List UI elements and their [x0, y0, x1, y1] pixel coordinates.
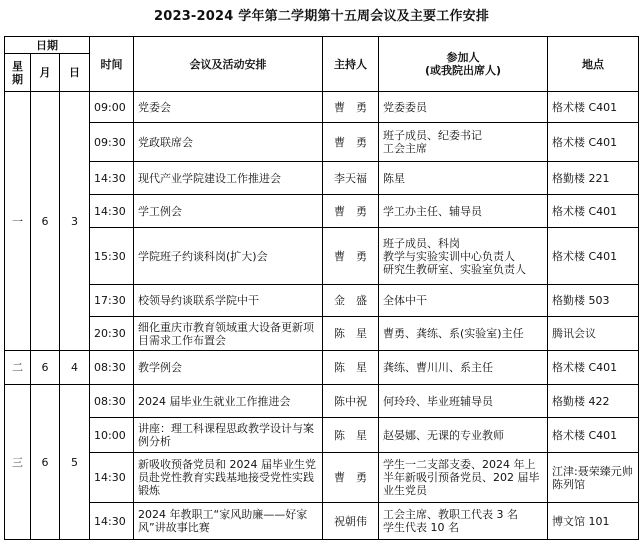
- attendees-cell: 龚练、曹川川、系主任: [379, 351, 548, 385]
- location-cell: 格术楼 C401: [548, 418, 639, 453]
- month-header: 月: [31, 54, 60, 92]
- table-row: [5, 162, 639, 195]
- location-cell: 格术楼 C401: [548, 92, 639, 123]
- location-cell: 格勤楼 422: [548, 385, 639, 418]
- day-cell: 3: [60, 92, 90, 351]
- day-cell: 4: [60, 351, 90, 385]
- meeting-cell: 学工例会: [134, 195, 323, 228]
- table-row: [5, 195, 639, 228]
- host-cell: 祝朝伟: [323, 503, 379, 540]
- meeting-cell: 讲座：理工科课程思政教学设计与案例分析: [134, 418, 323, 453]
- date-header: 日期: [5, 37, 90, 54]
- month-cell: 6: [31, 92, 60, 351]
- attendees-header: [379, 37, 548, 92]
- host-cell: 曹 勇: [323, 123, 379, 162]
- time-cell: 08:30: [90, 385, 134, 418]
- host-cell: 金 盛: [323, 285, 379, 317]
- time-cell: 09:00: [90, 92, 134, 123]
- month-cell: 6: [31, 385, 60, 540]
- day-cell: 5: [60, 385, 90, 540]
- attendees-cell: 党委委员: [379, 92, 548, 123]
- location-cell: 腾讯会议: [548, 317, 639, 351]
- page-title: 2023-2024 学年第二学期第十五周会议及主要工作安排: [153, 9, 490, 24]
- meeting-cell: 校领导约谈联系学院中干: [134, 285, 323, 317]
- weekday-cell: 二: [5, 351, 31, 385]
- day-header: 日: [60, 54, 90, 92]
- attendees-header-line1: 参加人: [446, 51, 480, 64]
- table-row: [5, 385, 639, 418]
- meeting-cell: 教学例会: [134, 351, 323, 385]
- location-cell: 格术楼 C401: [548, 195, 639, 228]
- host-cell: 陈中祝: [323, 385, 379, 418]
- host-cell: 陈 星: [323, 418, 379, 453]
- location-header: 地点: [548, 37, 639, 92]
- meeting-cell: 新吸收预备党员和 2024 届毕业生党员赴党性教育实践基地接受党性实践锻炼: [134, 453, 323, 503]
- attendees-cell: 班子成员、科岗 教学与实验实训中心负责人 研究生教研室、实验室负责人: [379, 228, 548, 285]
- table-row: [5, 351, 639, 385]
- time-header: 时间: [90, 37, 134, 92]
- meeting-cell: 现代产业学院建设工作推进会: [134, 162, 323, 195]
- time-cell: 08:30: [90, 351, 134, 385]
- time-cell: 20:30: [90, 317, 134, 351]
- location-cell: 格术楼 C401: [548, 228, 639, 285]
- host-cell: 曹 勇: [323, 228, 379, 285]
- time-cell: 10:00: [90, 418, 134, 453]
- table-row: [5, 228, 639, 285]
- host-header: 主持人: [323, 37, 379, 92]
- meeting-cell: 2024 届毕业生就业工作推进会: [134, 385, 323, 418]
- location-cell: 江津:聂荣臻元帅陈列馆: [548, 453, 639, 503]
- table-row: [5, 418, 639, 453]
- attendees-cell: 学工办主任、辅导员: [379, 195, 548, 228]
- host-cell: 陈 星: [323, 317, 379, 351]
- attendees-cell: 赵晏娜、无课的专业教师: [379, 418, 548, 453]
- attendees-cell: 陈星: [379, 162, 548, 195]
- location-cell: 博文馆 101: [548, 503, 639, 540]
- time-cell: 17:30: [90, 285, 134, 317]
- meeting-cell: 2024 年教职工“家风助廉——好家风”讲故事比赛: [134, 503, 323, 540]
- attendees-cell: 全体中干: [379, 285, 548, 317]
- location-cell: 格术楼 C401: [548, 123, 639, 162]
- host-cell: 曹 勇: [323, 453, 379, 503]
- time-cell: 14:30: [90, 453, 134, 503]
- time-cell: 14:30: [90, 195, 134, 228]
- schedule-body: [5, 92, 639, 540]
- table-row: [5, 92, 639, 123]
- location-cell: 格术楼 C401: [548, 351, 639, 385]
- host-cell: 陈 星: [323, 351, 379, 385]
- meeting-cell: 党政联席会: [134, 123, 323, 162]
- attendees-cell: 曹勇、龚练、系(实验室)主任: [379, 317, 548, 351]
- table-row: [5, 285, 639, 317]
- meeting-cell: 党委会: [134, 92, 323, 123]
- meeting-header: 会议及活动安排: [134, 37, 323, 92]
- weekday-cell: 一: [5, 92, 31, 351]
- meeting-cell: 学院班子约谈科岗(扩大)会: [134, 228, 323, 285]
- host-cell: 曹 勇: [323, 92, 379, 123]
- table-row: [5, 453, 639, 503]
- location-cell: 格勤楼 221: [548, 162, 639, 195]
- attendees-cell: 何玲玲、毕业班辅导员: [379, 385, 548, 418]
- host-cell: 李天福: [323, 162, 379, 195]
- attendees-cell: 班子成员、纪委书记 工会主席: [379, 123, 548, 162]
- meeting-cell: 细化重庆市教育领域重大设备更新项目需求工作布置会: [134, 317, 323, 351]
- attendees-cell: 学生一二支部支委、2024 年上半年新吸引预备党员、202 届毕业生党员: [379, 453, 548, 503]
- month-cell: 6: [31, 351, 60, 385]
- time-cell: 14:30: [90, 503, 134, 540]
- time-cell: 14:30: [90, 162, 134, 195]
- attendees-header-line2: (或我院出席人): [424, 64, 502, 77]
- time-cell: 09:30: [90, 123, 134, 162]
- table-row: [5, 503, 639, 540]
- weekday-cell: 三: [5, 385, 31, 540]
- weekday-header: 星 期: [5, 54, 31, 92]
- attendees-cell: 工会主席、教职工代表 3 名 学生代表 10 名: [379, 503, 548, 540]
- table-row: [5, 123, 639, 162]
- location-cell: 格勤楼 503: [548, 285, 639, 317]
- host-cell: 曹 勇: [323, 195, 379, 228]
- schedule-table: [4, 36, 639, 540]
- table-row: [5, 317, 639, 351]
- time-cell: 15:30: [90, 228, 134, 285]
